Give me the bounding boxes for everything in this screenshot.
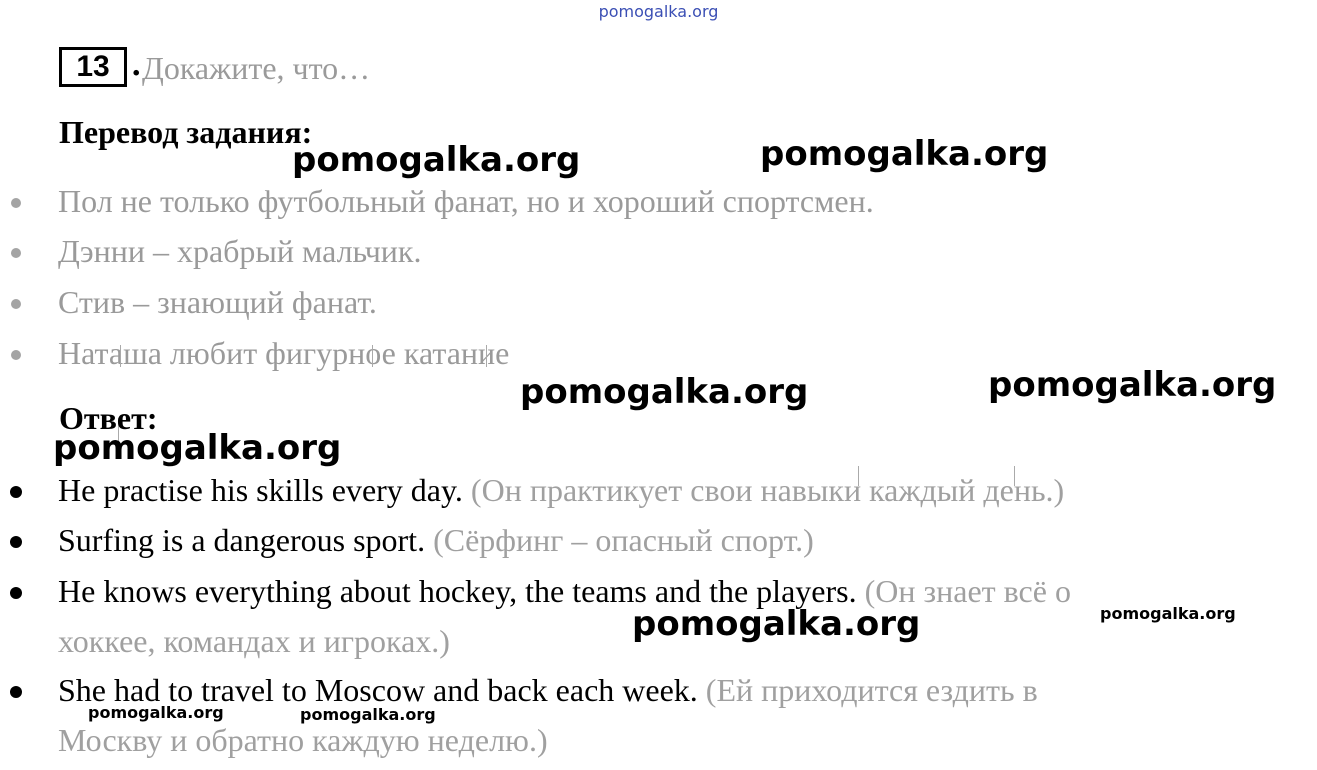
watermark: pomogalka.org bbox=[53, 428, 342, 468]
bullet-gray bbox=[11, 198, 21, 208]
translation-item: Пол не только футбольный фанат, но и хороший спортсмен. bbox=[58, 183, 874, 219]
bullet-gray bbox=[11, 248, 21, 258]
bullet bbox=[10, 686, 22, 698]
watermark: pomogalka.org bbox=[632, 604, 921, 644]
task-number-dot: . bbox=[131, 48, 142, 83]
scan-artifact bbox=[372, 345, 373, 367]
watermark: pomogalka.org bbox=[520, 372, 809, 412]
top-watermark: pomogalka.org bbox=[598, 2, 719, 21]
task-title: Докажите, что… bbox=[142, 50, 371, 86]
task-number-box: 13 bbox=[59, 47, 127, 87]
watermark: pomogalka.org bbox=[988, 365, 1277, 405]
bullet bbox=[10, 587, 22, 599]
answer-translation: (Сёрфинг – опасный спорт.) bbox=[433, 522, 814, 558]
watermark: pomogalka.org bbox=[300, 705, 436, 724]
bullet bbox=[10, 536, 22, 548]
translation-item: Стив – знающий фанат. bbox=[58, 284, 377, 320]
answer-translation: Москву и обратно каждую неделю.) bbox=[58, 722, 548, 758]
answer-english: He knows everything about hockey, the teams and the players. bbox=[58, 573, 857, 609]
answer-item bbox=[58, 516, 814, 564]
answer-translation: (Ей приходится ездить в bbox=[705, 672, 1038, 708]
bullet-gray bbox=[11, 350, 21, 360]
watermark: pomogalka.org bbox=[88, 703, 224, 722]
translation-item: Дэнни – храбрый мальчик. bbox=[58, 233, 422, 269]
watermark: pomogalka.org bbox=[760, 134, 1049, 174]
scan-artifact bbox=[486, 345, 487, 367]
watermark: pomogalka.org bbox=[1100, 604, 1236, 623]
answer-item-continuation bbox=[58, 617, 450, 665]
answer-translation: (Он практикует свои навыки каждый день.) bbox=[470, 472, 1065, 508]
translation-heading: Перевод задания: bbox=[59, 114, 313, 150]
answer-english: She had to travel to Moscow and back each week. bbox=[58, 672, 698, 708]
answer-english: Surfing is a dangerous sport. bbox=[58, 522, 426, 558]
translation-item: Наташа любит фигурное катание bbox=[58, 335, 510, 371]
answer-item bbox=[58, 466, 1064, 514]
watermark: pomogalka.org bbox=[292, 140, 581, 180]
answer-translation: (Он знает всё о bbox=[864, 573, 1071, 609]
bullet-gray bbox=[11, 299, 21, 309]
answer-translation: хоккее, командах и игроках.) bbox=[58, 623, 450, 659]
scan-artifact bbox=[120, 345, 121, 367]
bullet bbox=[10, 486, 22, 498]
answer-heading: Ответ: bbox=[59, 400, 158, 436]
answer-english: He practise his skills every day. bbox=[58, 472, 463, 508]
